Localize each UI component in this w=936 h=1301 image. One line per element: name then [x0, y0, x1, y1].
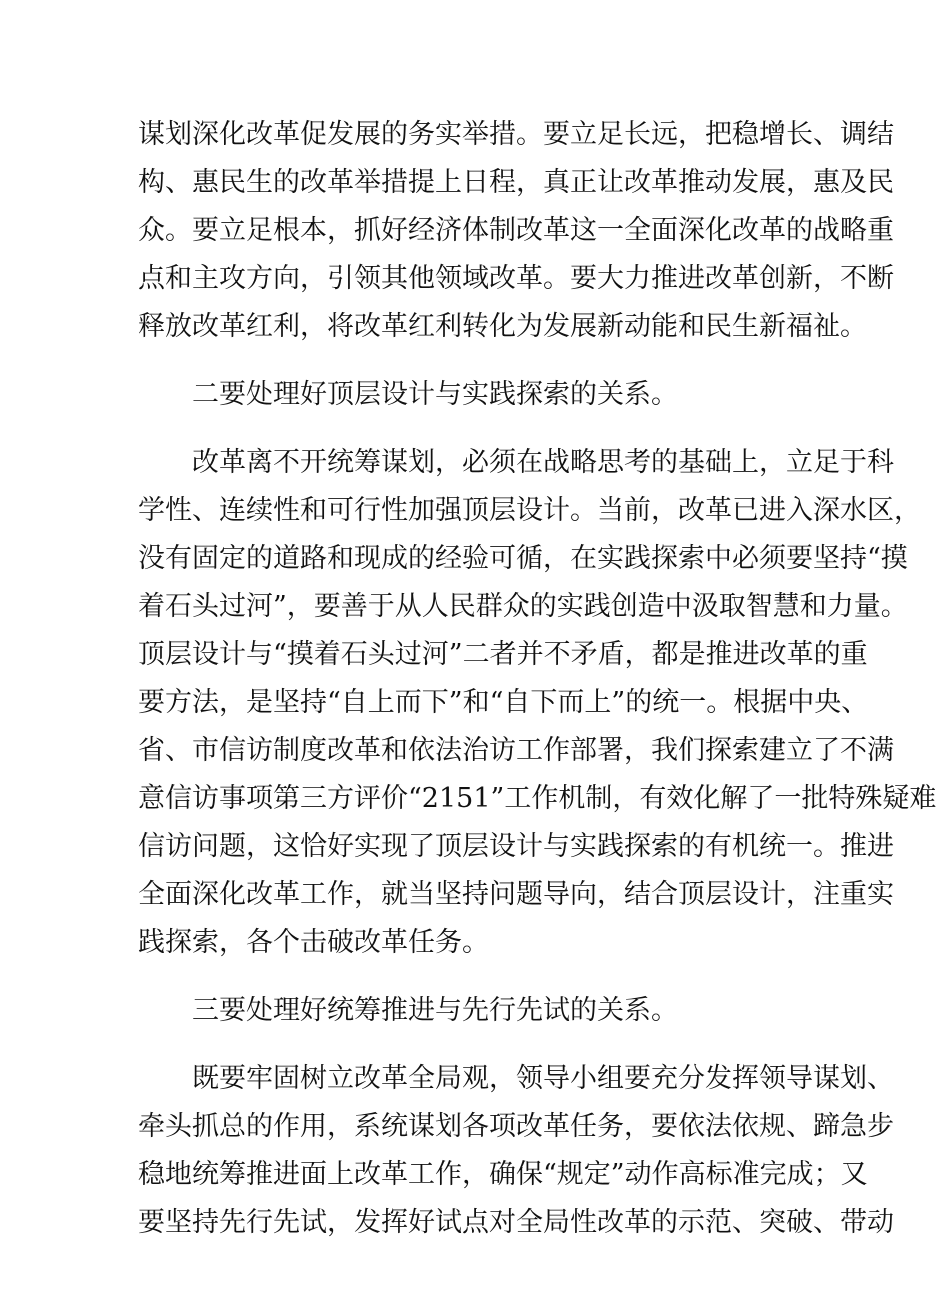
paragraph-line: 全面深化改革工作，就当坚持问题导向，结合顶层设计，注重实	[138, 879, 894, 910]
paragraph-line: 构、惠民生的改革举措提上日程，真正让改革推动发展，惠及民	[138, 167, 894, 198]
paragraph-line: 稳地统筹推进面上改革工作，确保“规定”动作高标准完成；又	[138, 1159, 868, 1190]
paragraph-line: 要方法，是坚持“自上而下”和“自下而上”的统一。根据中央、	[138, 687, 869, 718]
paragraph-2	[138, 439, 936, 967]
paragraph-spacer	[138, 1035, 794, 1055]
section-heading-3: 三要处理好统筹推进与先行先试的关系。	[192, 995, 678, 1026]
paragraph-line: 改革离不开统筹谋划，必须在战略思考的基础上，立足于科	[192, 447, 894, 478]
paragraph-line: 着石头过河”，要善于从人民群众的实践创造中汲取智慧和力量。	[138, 591, 908, 622]
paragraph-spacer	[138, 419, 794, 439]
paragraph-line: 众。要立足根本，抓好经济体制改革这一全面深化改革的战略重	[138, 215, 894, 246]
paragraph-line: 信访问题，这恰好实现了顶层设计与实践探索的有机统一。推进	[138, 831, 894, 862]
paragraph-1	[138, 111, 894, 351]
paragraph-line: 顶层设计与“摸着石头过河”二者并不矛盾，都是推进改革的重	[138, 639, 868, 670]
paragraph-line: 没有固定的道路和现成的经验可循，在实践探索中必须要坚持“摸	[138, 543, 908, 574]
paragraph-3	[138, 1055, 894, 1247]
paragraph-line: 释放改革红利，将改革红利转化为发展新动能和民生新福祉。	[138, 311, 867, 342]
paragraph-line: 省、市信访制度改革和依法治访工作部署，我们探索建立了不满	[138, 735, 894, 766]
paragraph-line: 学性、连续性和可行性加强顶层设计。当前，改革已进入深水区，	[138, 495, 921, 526]
paragraph-line: 要坚持先行先试，发挥好试点对全局性改革的示范、突破、带动	[138, 1207, 894, 1238]
paragraph-line: 意信访事项第三方评价“2151”工作机制，有效化解了一批特殊疑难	[138, 783, 936, 814]
section-heading-2: 二要处理好顶层设计与实践探索的关系。	[192, 379, 678, 410]
paragraph-spacer	[138, 351, 794, 371]
document-body	[138, 111, 936, 1247]
paragraph-line: 牵头抓总的作用，系统谋划各项改革任务，要依法依规、蹄急步	[138, 1111, 894, 1142]
paragraph-line: 践探索，各个击破改革任务。	[138, 927, 489, 958]
paragraph-line: 谋划深化改革促发展的务实举措。要立足长远，把稳增长、调结	[138, 119, 894, 150]
paragraph-line: 既要牢固树立改革全局观，领导小组要充分发挥领导谋划、	[192, 1063, 894, 1094]
paragraph-spacer	[138, 967, 794, 987]
paragraph-line: 点和主攻方向，引领其他领域改革。要大力推进改革创新，不断	[138, 263, 894, 294]
